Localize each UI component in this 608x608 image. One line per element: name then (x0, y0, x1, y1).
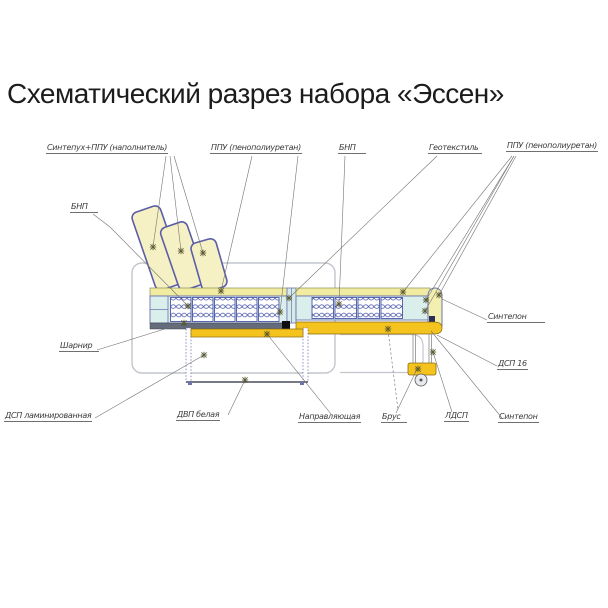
label-ldsp: ЛДСП (445, 411, 468, 420)
storage-box-right-wall (303, 328, 308, 382)
label-geotextile: Геотекстиль (428, 143, 482, 154)
label-hinge: Шарнир (59, 341, 99, 352)
page-title: Схематический разрез набора «Эссен» (7, 78, 504, 109)
seat-left-section (150, 288, 287, 329)
part-marker-icon (286, 295, 292, 301)
part-marker-icon (400, 289, 406, 295)
part-marker-icon (423, 297, 429, 303)
label-ppu-top-right: ППУ (пенополиуретан) (507, 141, 597, 150)
ppu-top-layer-right (296, 288, 430, 296)
label-guide-rail: Направляющая (299, 412, 361, 421)
part-marker-icon (200, 250, 206, 256)
part-marker-icon (336, 301, 342, 307)
label-dvp-white: ДВП белая (177, 410, 220, 419)
part-marker-icon (178, 248, 184, 254)
part-marker-icon (264, 331, 270, 337)
part-marker-icon (201, 352, 207, 358)
label-dsp-16: ДСП 16 (498, 359, 527, 368)
guide-rail-strip (191, 329, 303, 337)
part-marker-icon (242, 377, 248, 383)
part-marker-icon (415, 366, 421, 372)
spring-blocks-left (171, 298, 280, 322)
part-marker-icon (430, 349, 436, 355)
back-cushions (130, 204, 228, 292)
label-bnp-top: БНП (338, 143, 366, 154)
part-marker-icon (422, 308, 428, 314)
label-bnp-left: БНП (70, 202, 98, 213)
label-dsp-laminated: ДСП ламинированная (5, 411, 92, 420)
beam-block (408, 363, 436, 375)
ppu-top-layer-left (150, 288, 287, 296)
label-sintepon-right: Синтепон (487, 312, 545, 323)
part-marker-icon (218, 288, 224, 294)
hinge-block (282, 321, 290, 329)
part-marker-icon (185, 303, 191, 309)
part-marker-icon (150, 244, 156, 250)
label-sintepon-bottom: Синтепон (499, 412, 538, 421)
seat-bottom-panel-left (150, 323, 287, 329)
label-filler-top: Синтепух+ППУ (наполнитель) (47, 143, 168, 152)
label-ppu-top-left: ППУ (пенополиуретан) (211, 143, 301, 152)
part-marker-icon (277, 309, 283, 315)
part-marker-icon (436, 292, 442, 298)
bed-platform-bar (296, 322, 442, 334)
part-marker-icon (181, 320, 187, 326)
storage-box-left-wall (186, 328, 191, 382)
seat-right-section (296, 288, 442, 334)
label-beam: Брус (381, 412, 407, 423)
part-marker-icon (385, 326, 391, 332)
